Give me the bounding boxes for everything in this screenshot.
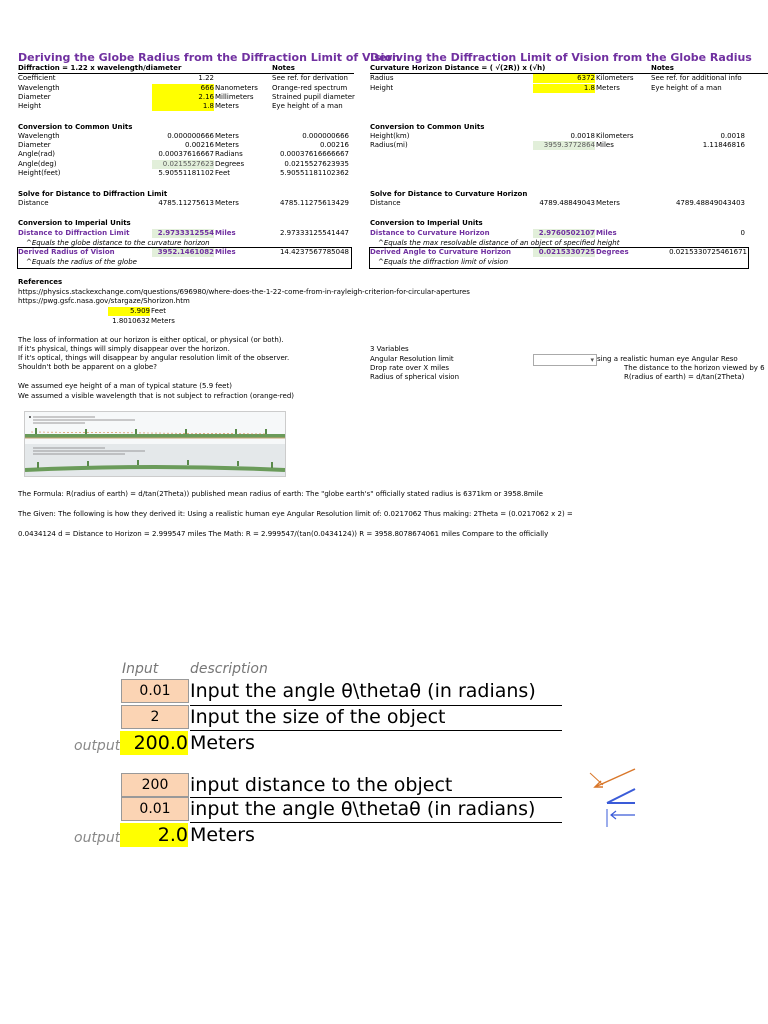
variables-title: 3 Variables — [370, 345, 409, 353]
calc-input-angle[interactable]: 0.01 — [121, 797, 189, 821]
left-input-value[interactable]: 1.22 — [198, 74, 214, 82]
text-line: The loss of information at our horizon is either optical, or physical (or both). — [18, 336, 284, 344]
left-input-unit: Millimeters — [215, 93, 254, 101]
right-angle-extra: 0.0215330725461671 — [669, 248, 747, 256]
right-angle-value: 0.0215330725 — [533, 248, 595, 257]
formula-line: 0.0434124 d = Distance to Horizon = 2.999547 miles The Math: R = 2.999547/(tan(0.0434124)) R = 3958.8078674061 miles Compare to the officially — [18, 530, 549, 538]
left-radius-unit: Miles — [215, 248, 236, 256]
text-line: If it's physical, things will simply disappear over the horizon. — [18, 345, 230, 353]
right-conv-extra: 1.11846816 — [702, 141, 745, 149]
meters-unit: Meters — [151, 317, 175, 325]
right-solve-label: Distance — [370, 199, 401, 207]
left-input-value[interactable]: 2.16 — [152, 93, 214, 102]
right-angle-unit: Degrees — [596, 248, 629, 256]
left-conv-label: Angle(rad) — [18, 150, 55, 158]
right-distance-note: ^Equals the max resolvable distance of an object of specified height — [378, 239, 620, 247]
text-line: Shouldn't both be apparent on a globe? — [18, 363, 157, 371]
left-input-unit: Meters — [215, 102, 239, 110]
right-input-label: Height — [370, 84, 394, 92]
left-input-label: Height — [18, 102, 42, 110]
left-imperial-title: Conversion to Imperial Units — [18, 219, 131, 227]
left-solve-title: Solve for Distance to Diffraction Limit — [18, 190, 168, 198]
left-conv-extra: 5.90551181102362 — [279, 169, 349, 177]
reference-link[interactable]: https://physics.stackexchange.com/questions/696980/where-does-the-1-22-come-from-in-rayleigh-criterion-for-circular-apertures — [18, 288, 470, 296]
feet-unit: Feet — [151, 307, 167, 315]
left-conv-extra: 0.000000666 — [302, 132, 349, 140]
calc-input-label: Input the size of the object — [190, 706, 446, 728]
left-header-label: Diffraction = 1.22 x wavelength/diameter — [18, 64, 182, 72]
left-input-note: Strained pupil diameter — [272, 93, 355, 101]
calc-output-label: output — [74, 830, 121, 846]
chevron-down-icon: ▾ — [590, 356, 594, 364]
calc-output-unit: Meters — [190, 824, 255, 846]
calc-input-angle[interactable]: 0.01 — [121, 679, 189, 703]
right-distance-value: 2.9760502107 — [533, 229, 595, 238]
right-input-note: See ref. for additional info — [651, 74, 742, 82]
left-input-unit: Nanometers — [215, 84, 258, 92]
right-input-label: Radius — [370, 74, 394, 82]
variable-item: Drop rate over X miles — [370, 364, 450, 372]
left-radius-value: 3952.1461082 — [152, 248, 214, 257]
right-solve-unit: Meters — [596, 199, 620, 207]
left-distance-value: 2.9733312554 — [152, 229, 214, 238]
right-angle-label: Derived Angle to Curvature Horizon — [370, 248, 511, 256]
right-conversion-title: Conversion to Common Units — [370, 123, 485, 131]
left-input-label: Wavelength — [18, 84, 60, 92]
left-input-note: Eye height of a man — [272, 102, 343, 110]
left-distance-extra: 2.97333125541447 — [279, 229, 349, 237]
calc-input-size[interactable]: 2 — [121, 705, 189, 729]
right-imperial-title: Conversion to Imperial Units — [370, 219, 483, 227]
assumption-line: We assumed eye height of a man of typical stature (5.9 feet) — [18, 382, 232, 390]
left-solve-value: 4785.11275613 — [158, 199, 214, 207]
left-solve-unit: Meters — [215, 199, 239, 207]
right-solve-value: 4789.48849043 — [539, 199, 595, 207]
left-conv-unit: Degrees — [215, 160, 245, 168]
right-solve-title: Solve for Distance to Curvature Horizon — [370, 190, 528, 198]
meters-value: 1.8010632 — [112, 317, 150, 325]
left-input-label: Coefficient — [18, 74, 56, 82]
calc-input-label: Input the angle θ\thetaθ (in radians) — [190, 680, 536, 702]
left-conv-value: 5.90551181102 — [158, 169, 214, 177]
left-distance-unit: Miles — [215, 229, 236, 237]
left-conv-label: Diameter — [18, 141, 51, 149]
right-conv-label: Radius(mi) — [370, 141, 408, 149]
left-conv-label: Height(feet) — [18, 169, 61, 177]
feet-value[interactable]: 5.909 — [108, 307, 150, 316]
calc-output-value: 2.0 — [120, 823, 188, 847]
left-conv-label: Angle(deg) — [18, 160, 57, 168]
variable-item: Radius of spherical vision — [370, 373, 460, 381]
right-header-notes: Notes — [651, 64, 674, 72]
right-header-label: Curvature Horizon Distance = ( √(2R)) x (√h) — [370, 64, 546, 72]
right-distance-label: Distance to Curvature Horizon — [370, 229, 490, 237]
left-conv-extra: 0.00037616666667 — [279, 150, 349, 158]
left-input-note: See ref. for derivation — [272, 74, 348, 82]
calc-output-value: 200.0 — [120, 731, 188, 755]
left-title: Deriving the Globe Radius from the Diffraction Limit of Vision — [18, 51, 400, 64]
left-solve-extra: 4785.11275613429 — [279, 199, 349, 207]
left-conv-unit: Radians — [215, 150, 243, 158]
calc-row-divider — [190, 822, 562, 823]
right-conv-unit: Kilometers — [596, 132, 634, 140]
horizon-diagram-svg — [25, 412, 285, 476]
left-input-value[interactable]: 1.8 — [152, 102, 214, 111]
left-radius-label: Derived Radius of Vision — [18, 248, 115, 256]
left-conv-unit: Feet — [215, 169, 231, 177]
calc-header-description: description — [190, 661, 268, 677]
right-solve-extra: 4789.48849043403 — [675, 199, 745, 207]
left-conv-extra: 0.00216 — [320, 141, 349, 149]
calc-input-label: input the angle θ\thetaθ (in radians) — [190, 798, 536, 820]
right-conv-value: 0.0018 — [570, 132, 595, 140]
left-conv-unit: Meters — [215, 132, 239, 140]
left-conv-value: 0.0215527623 — [152, 160, 214, 169]
calc-header-input: Input — [122, 661, 159, 677]
variables-side-text: R(radius of earth) = d/tan(2Theta) — [624, 373, 745, 381]
right-input-value[interactable]: 1.8 — [533, 84, 595, 93]
calc-output-unit: Meters — [190, 732, 255, 754]
angle-arrows-icon — [585, 765, 645, 835]
left-conv-label: Wavelength — [18, 132, 60, 140]
calc-output-label: output — [74, 738, 121, 754]
calc-input-distance[interactable]: 200 — [121, 773, 189, 797]
right-input-note: Eye height of a man — [651, 84, 722, 92]
left-conv-value: 0.00216 — [185, 141, 214, 149]
right-distance-extra: 0 — [740, 229, 745, 237]
right-conv-extra: 0.0018 — [720, 132, 745, 140]
left-conv-value: 0.000000666 — [167, 132, 214, 140]
right-conv-value: 3959.3772864 — [533, 141, 595, 150]
variable-dropdown[interactable] — [533, 354, 597, 366]
left-input-value[interactable]: 666 — [152, 84, 214, 93]
left-conversion-title: Conversion to Common Units — [18, 123, 133, 131]
left-conv-extra: 0.0215527623935 — [284, 160, 349, 168]
right-conv-label: Height(km) — [370, 132, 410, 140]
right-input-unit: Kilometers — [596, 74, 634, 82]
variable-item: Angular Resolution limit — [370, 355, 454, 363]
right-title: Deriving the Diffraction Limit of Vision from the Globe Radius — [370, 51, 752, 64]
right-input-value[interactable]: 6372 — [533, 74, 595, 83]
right-distance-unit: Miles — [596, 229, 617, 237]
left-distance-note: ^Equals the globe distance to the curvature horizon — [26, 239, 210, 247]
horizon-diagram-image — [24, 411, 286, 477]
left-header-notes: Notes — [272, 64, 295, 72]
formula-line: The Given: The following is how they derived it: Using a realistic human eye Angular Resolution limit of: 0.0217062 Thus making: 2Theta = (0.0217062 x 2) = — [18, 510, 573, 518]
variables-side-text: sing a realistic human eye Angular Reso — [597, 355, 738, 363]
left-conv-unit: Meters — [215, 141, 239, 149]
calc-row-divider — [190, 730, 562, 731]
left-input-note: Orange-red spectrum — [272, 84, 348, 92]
left-distance-label: Distance to Diffraction Limit — [18, 229, 130, 237]
left-radius-extra: 14.4237567785048 — [279, 248, 349, 256]
references-title: References — [18, 278, 63, 286]
assumption-line: We assumed a visible wavelength that is not subject to refraction (orange-red) — [18, 392, 295, 400]
right-angle-note: ^Equals the diffraction limit of vision — [378, 258, 509, 266]
left-radius-note: ^Equals the radius of the globe — [26, 258, 137, 266]
variables-side-text: The distance to the horizon viewed by 6 — [624, 364, 765, 372]
left-conv-value: 0.00037616667 — [158, 150, 214, 158]
right-conv-unit: Miles — [596, 141, 614, 149]
right-input-unit: Meters — [596, 84, 620, 92]
text-line: If it's optical, things will disappear by angular resolution limit of the observer. — [18, 354, 290, 362]
left-input-label: Diameter — [18, 93, 51, 101]
reference-link[interactable]: https://pwg.gsfc.nasa.gov/stargaze/Shorizon.htm — [18, 297, 190, 305]
formula-line: The Formula: R(radius of earth) = d/tan(2Theta)) published mean radius of earth: The "globe earth's" officially stated radius is 6371km or 3958.8mile — [18, 490, 543, 498]
left-solve-label: Distance — [18, 199, 49, 207]
calc-input-label: input distance to the object — [190, 774, 453, 796]
